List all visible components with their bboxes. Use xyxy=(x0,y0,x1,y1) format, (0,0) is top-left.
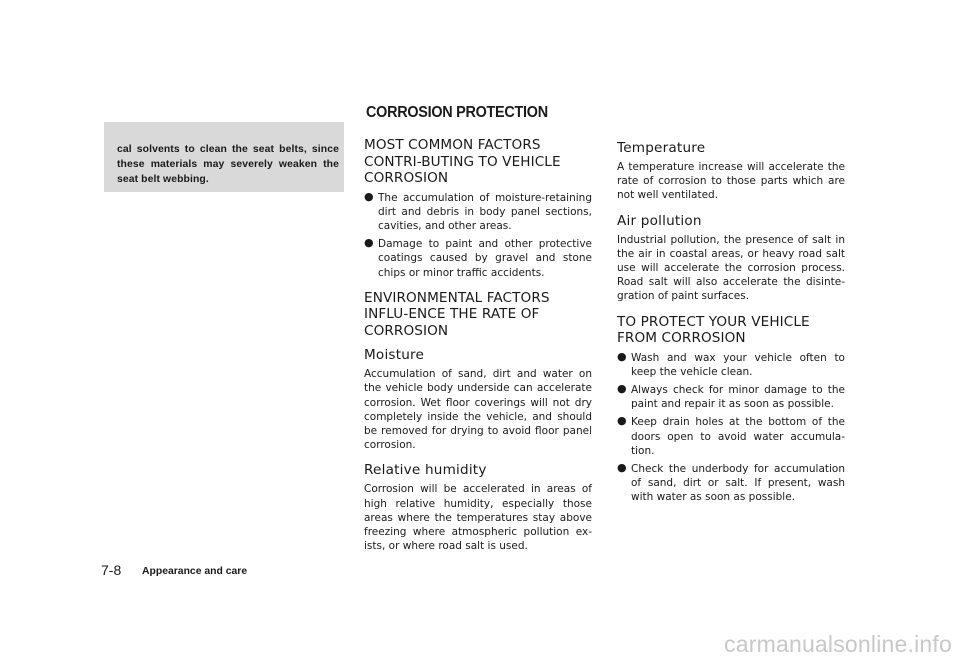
bullet-icon: ● xyxy=(364,189,374,203)
page-number: 7-8 xyxy=(101,562,122,578)
middle-column xyxy=(364,137,592,553)
list-item: ● Check the underbody for accumulation of sand, dirt or salt. If present, wash with water as soon as possible. xyxy=(617,461,845,504)
list-item: ● Keep drain holes at the bottom of the doors open to avoid water accumula-tion. xyxy=(617,414,845,457)
bullet-icon: ● xyxy=(617,382,627,396)
footer-section-label: Appearance and care xyxy=(142,566,248,577)
heading-environmental-factors: ENVIRONMENTAL FACTORS INFLU-ENCE THE RATE OF CORROSION xyxy=(364,289,550,339)
heading-moisture: Moisture xyxy=(364,347,425,364)
bullet-icon: ● xyxy=(364,236,374,250)
bullet-icon: ● xyxy=(617,414,627,428)
common-factors-list xyxy=(364,191,592,280)
heading-air-pollution: Air pollution xyxy=(617,212,702,229)
list-item: ● Damage to paint and other protective coatings caused by gravel and stone chips or minor traffic accidents. xyxy=(364,236,592,279)
humidity-text: Corrosion will be accelerated in areas of high relative humidity, especially those areas where the temperatures stay above freezing where atmospheric pollution ex-ists, or where road salt is used. xyxy=(364,483,592,553)
heading-protect-vehicle: TO PROTECT YOUR VEHICLE FROM CORROSION xyxy=(617,313,810,347)
list-item: ● Always check for minor damage to the paint and repair it as soon as possible. xyxy=(617,382,845,411)
protect-list xyxy=(617,351,845,505)
bullet-icon: ● xyxy=(617,349,627,363)
section-title: CORROSION PROTECTION xyxy=(366,104,548,121)
list-item: ● The accumulation of moisture-retaining dirt and debris in body panel sections, cavities, and other areas. xyxy=(364,189,592,232)
heading-common-factors: MOST COMMON FACTORS CONTRI-BUTING TO VEHICLE CORROSION xyxy=(364,137,561,186)
moisture-text: Accumulation of sand, dirt and water on the vehicle body underside can accelerate corrosion. Wet floor coverings will not dry completely inside the vehicle, and should be removed for drying to avoid floor panel corrosion. xyxy=(364,368,592,452)
warning-text: cal solvents to clean the seat belts, since these materials may severely weaken the seat belt webbing. xyxy=(117,144,339,185)
pollution-text: Industrial pollution, the presence of salt in the air in coastal areas, or heavy road salt use will accelerate the corrosion process. Road salt will also accelerate the disinte-gration of paint surfaces. xyxy=(617,233,845,303)
list-item: ● Wash and wax your vehicle often to keep the vehicle clean. xyxy=(617,349,845,378)
heading-relative-humidity: Relative humidity xyxy=(364,462,487,479)
heading-temperature: Temperature xyxy=(617,140,706,156)
bullet-icon: ● xyxy=(617,461,627,475)
watermark-text: carmanualsonline.info xyxy=(724,631,952,657)
temperature-text: A temperature increase will accelerate the rate of corrosion to those parts which are not well ventilated. xyxy=(617,161,845,202)
right-column xyxy=(617,137,845,509)
warning-box xyxy=(104,122,344,192)
